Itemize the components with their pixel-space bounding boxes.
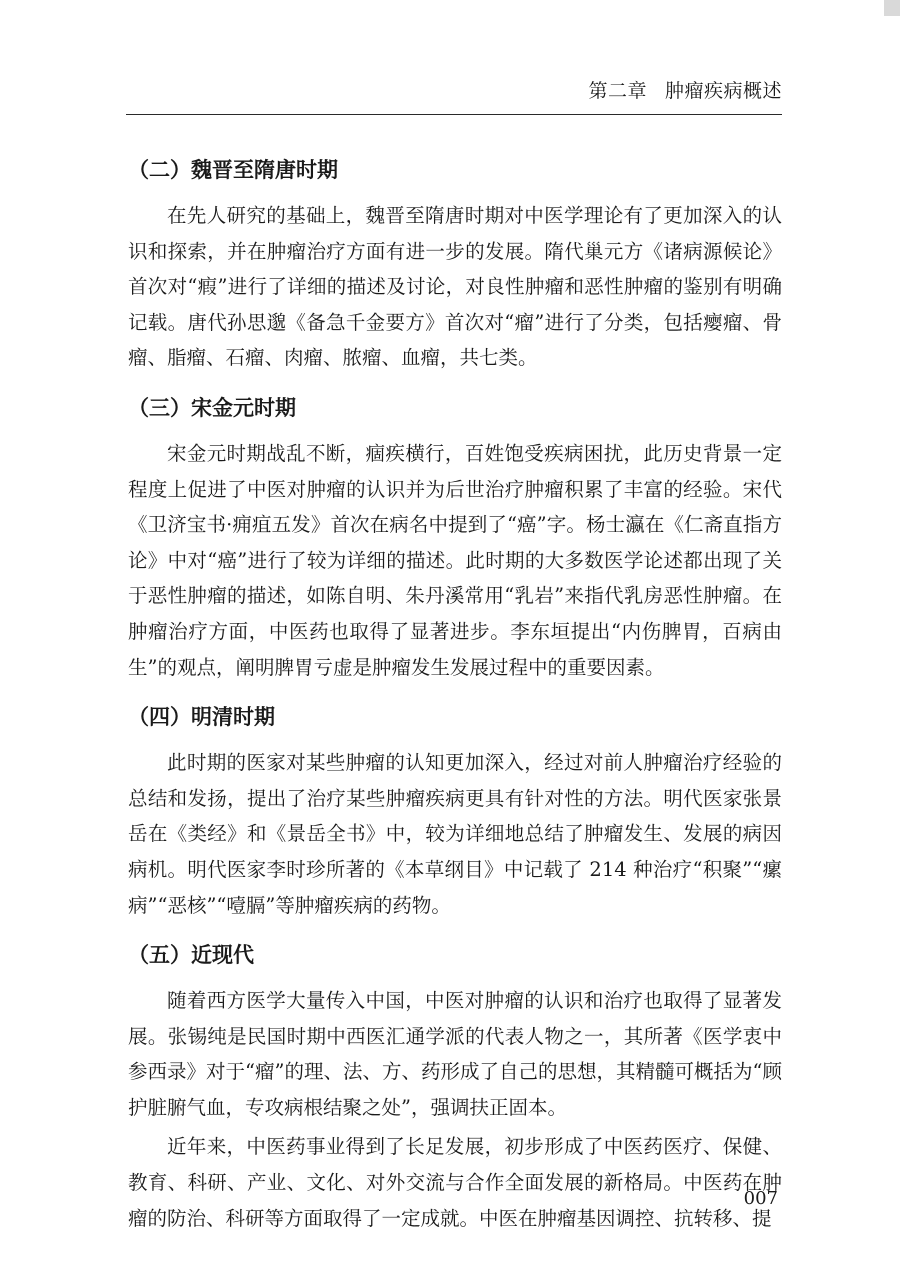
section-wei-jin-sui-tang xyxy=(128,148,782,376)
section-heading: （五）近现代 xyxy=(128,943,254,968)
header-rule xyxy=(126,114,782,115)
section-heading: （二）魏晋至隋唐时期 xyxy=(128,158,338,182)
paragraph: 此时期的医家对某些肿瘤的认知更加深入，经过对前人肿瘤治疗经验的总结和发扬，提出了治疗某些肿瘤疾病更具有针对性的方法。明代医家张景岳在《类经》和《景岳全书》中，较为详细地总结了肿瘤发生、发展的病因病机。明代医家李时珍所著的《本草纲目》中记载了 214 种治疗“积聚”“瘰病”“恶核”“噎膈”等肿瘤疾病的药物。 xyxy=(128,751,782,917)
header-chapter: 第二章 xyxy=(588,80,647,102)
page-number: 007 xyxy=(743,1188,778,1209)
section-ming-qing xyxy=(128,695,782,923)
paragraph: 在先人研究的基础上，魏晋至隋唐时期对中医学理论有了更加深入的认识和探索，并在肿瘤治疗方面有进一步的发展。隋代巢元方《诸病源候论》首次对“瘕”进行了详细的描述及讨论，对良性肿瘤和恶性肿瘤的鉴别有明确记载。唐代孙思邈《备急千金要方》首次对“瘤”进行了分类，包括瘿瘤、骨瘤、脂瘤、石瘤、肉瘤、脓瘤、血瘤，共七类。 xyxy=(128,204,782,370)
paragraph: 宋金元时期战乱不断，痼疾横行，百姓饱受疾病困扰，此历史背景一定程度上促进了中医对肿瘤的认识并为后世治疗肿瘤积累了丰富的经验。宋代《卫济宝书·痈疽五发》首次在病名中提到了“癌”字。杨士瀛在《仁斋直指方论》中对“癌”进行了较为详细的描述。此时期的大多数医学论述都出现了关于恶性肿瘤的描述，如陈自明、朱丹溪常用“乳岩”来指代乳房恶性肿瘤。在肿瘤治疗方面，中医药也取得了显著进步。李东垣提出“内伤脾胃，百病由生”的观点，阐明脾胃亏虚是肿瘤发生发展过程中的重要因素。 xyxy=(128,441,782,679)
running-header xyxy=(588,76,782,103)
section-song-jin-yuan xyxy=(128,386,782,685)
paragraph: 随着西方医学大量传入中国，中医对肿瘤的认识和治疗也取得了显著发展。张锡纯是民国时期中西医汇通学派的代表人物之一，其所著《医学衷中参西录》对于“瘤”的理、法、方、药形成了自己的思想，其精髓可概括为“顾护脏腑气血，专攻病根结聚之处”，强调扶正固本。 xyxy=(128,989,782,1119)
page-body xyxy=(128,138,782,1242)
page-corner-mark xyxy=(884,0,900,16)
section-heading: （四）明清时期 xyxy=(128,705,275,730)
section-modern xyxy=(128,933,782,1236)
header-title: 肿瘤疾病概述 xyxy=(664,80,782,102)
section-heading: （三）宋金元时期 xyxy=(128,395,296,420)
paragraph: 近年来，中医药事业得到了长足发展，初步形成了中医药医疗、保健、教育、科研、产业、文化、对外交流与合作全面发展的新格局。中医药在肿瘤的防治、科研等方面取得了一定成就。中医在肿瘤基因调控、抗转移、提 xyxy=(128,1135,782,1230)
